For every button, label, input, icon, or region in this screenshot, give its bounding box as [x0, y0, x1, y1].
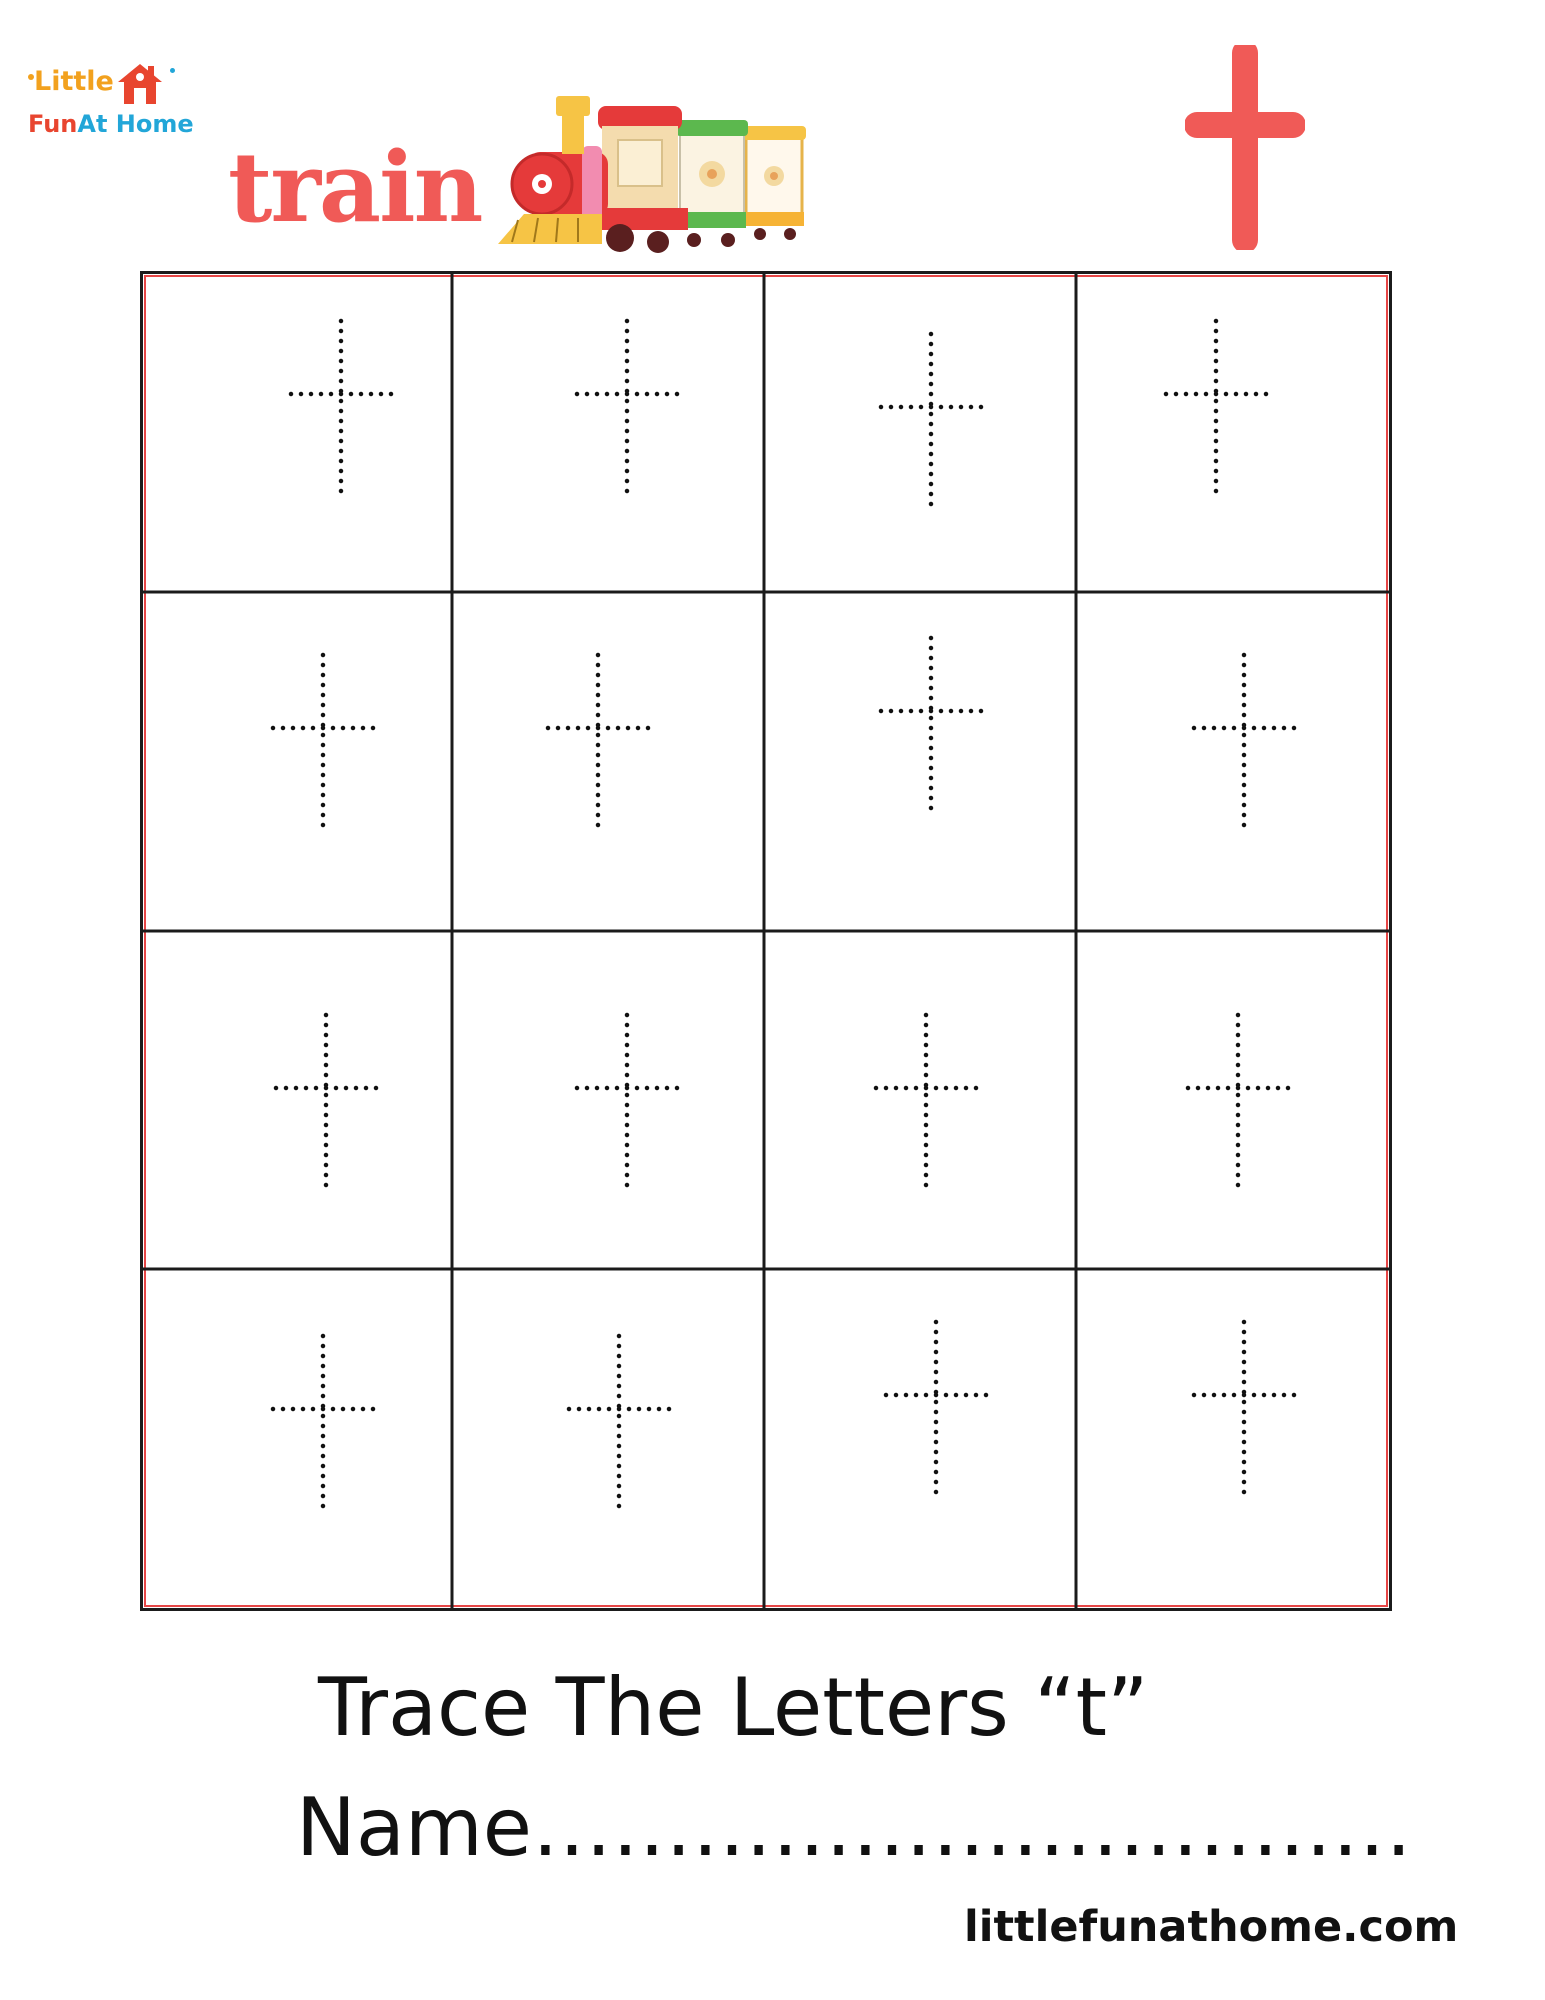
- logo-sparkle-dot: [28, 74, 34, 80]
- logo-text-fun: Fun: [28, 110, 78, 138]
- train-icon: [498, 96, 818, 266]
- logo-text-at-home: At Home: [77, 110, 194, 138]
- tracing-letter-t[interactable]: [291, 321, 393, 499]
- tracing-letter-t[interactable]: [886, 1322, 988, 1500]
- tracing-letter-t[interactable]: [548, 655, 650, 833]
- tracing-letter-t[interactable]: [881, 334, 983, 512]
- tracing-letter-t[interactable]: [273, 1336, 375, 1514]
- tracing-letter-t[interactable]: [1194, 655, 1296, 833]
- tracing-letter-t[interactable]: [876, 1015, 978, 1193]
- tracing-letter-t[interactable]: [273, 655, 375, 833]
- tracing-letter-t[interactable]: [577, 1015, 679, 1193]
- letter-t-model: [1185, 45, 1305, 250]
- logo-text-little: Little: [34, 66, 114, 97]
- example-word: train: [228, 131, 482, 244]
- tracing-letter-t[interactable]: [1188, 1015, 1290, 1193]
- instruction-text: Trace The Letters “t”: [318, 1661, 1149, 1754]
- tracing-letter-t[interactable]: [569, 1336, 671, 1514]
- tracing-letter-t[interactable]: [1166, 321, 1268, 499]
- flower-icon: [699, 161, 725, 187]
- flower-icon: [764, 166, 784, 186]
- logo-sparkle-dot: [170, 68, 175, 73]
- tracing-letter-t[interactable]: [276, 1015, 378, 1193]
- name-field[interactable]: Name……………………………: [296, 1781, 1413, 1874]
- tracing-letter-t[interactable]: [1194, 1322, 1296, 1500]
- logo-text-fun-at-home: [28, 110, 194, 138]
- tracing-letter-t[interactable]: [881, 638, 983, 816]
- site-logo: [28, 60, 194, 150]
- website-url: littlefunathome.com: [964, 1902, 1459, 1952]
- tracing-grid: [140, 271, 1392, 1611]
- house-icon: [114, 60, 166, 108]
- tracing-letter-t[interactable]: [577, 321, 679, 499]
- tracing-grid-lines: [143, 274, 1389, 1608]
